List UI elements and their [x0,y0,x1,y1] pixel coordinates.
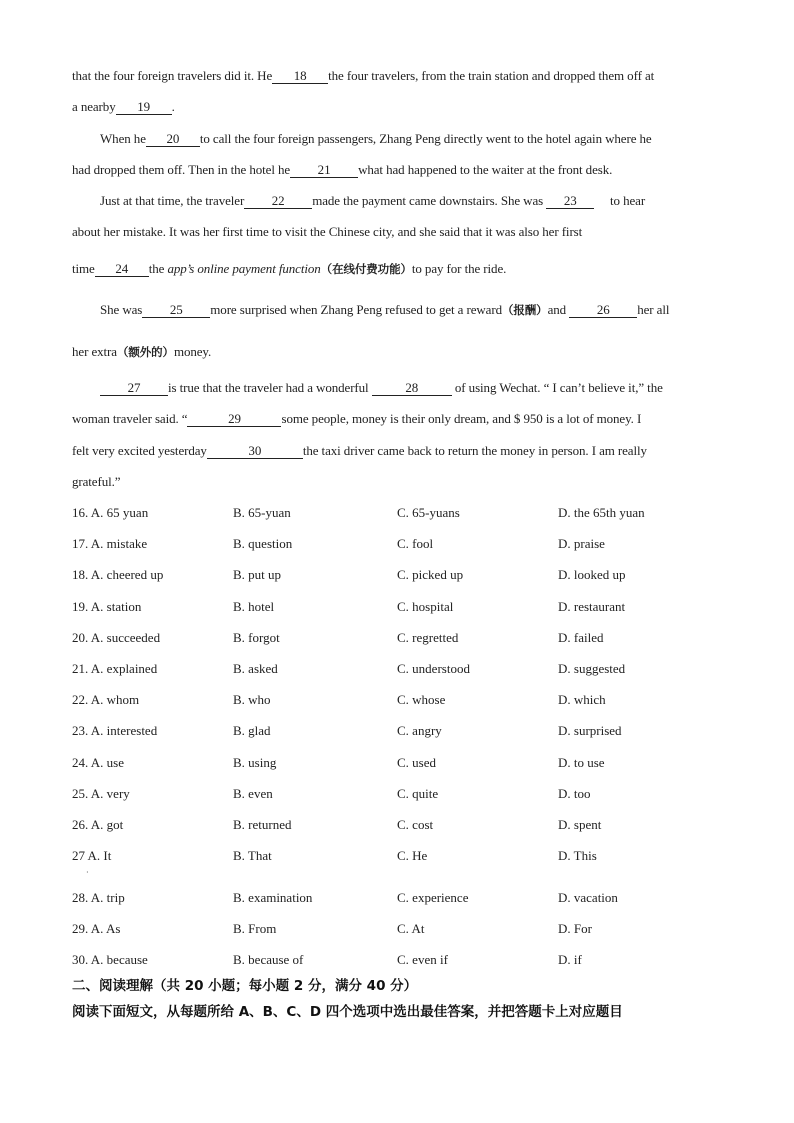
option-a: 20. A. succeeded [72,630,161,645]
passage-text: grateful.” [72,474,121,489]
passage-text: her all [637,302,670,317]
blank-30: 30 [207,444,303,459]
passage-line-12 [72,443,722,459]
option-c: C. He [397,848,428,863]
option-b: B. hotel [233,599,275,614]
option-a: 26. A. got [72,817,124,832]
passage-line-10 [100,380,750,396]
passage-text: made the payment came downstairs. She was [312,193,544,208]
passage-text: her extra [72,344,117,359]
passage-text: the [148,261,165,276]
chinese-gloss: （报酬） [501,303,548,317]
option-d: D. looked up [558,567,626,582]
passage-line-4 [72,162,722,178]
option-a: 28. A. trip [72,890,125,905]
option-b: B. examination [233,890,313,905]
option-d: D. praise [558,536,605,551]
option-b: B. using [233,755,277,770]
option-d: D. to use [558,755,605,770]
blank-23: 23 [546,194,594,209]
passage-line-2 [72,99,722,115]
passage-line-3 [100,131,750,147]
option-c: C. fool [397,536,434,551]
option-c: C. At [397,921,425,936]
passage-text: some people, money is their only dream, and $ 950 is a lot of money. I [281,411,642,426]
blank-20: 20 [146,132,200,147]
passage-text: of using Wechat. “ I can’t believe it,” the [454,380,663,395]
option-a: 19. A. station [72,599,142,614]
chinese-gloss: （在线付费功能） [320,262,412,276]
passage-text: that the four foreign travelers did it. He [72,68,273,83]
option-d: D. if [558,952,582,967]
section-title: 二、阅读理解（共 20 小题；每小题 2 分，满分 40 分） [72,978,418,994]
option-c: C. used [397,755,436,770]
option-a: 27 A. It [72,848,112,863]
passage-text: She was [100,302,143,317]
option-b: B. From [233,921,277,936]
passage-text: to hear [610,193,646,208]
blank-27: 27 [100,381,168,396]
option-a: 18. A. cheered up [72,567,164,582]
option-a: 22. A. whom [72,692,140,707]
passage-line-11 [72,411,722,427]
option-c: C. whose [397,692,446,707]
chinese-gloss: （额外的） [116,345,174,359]
option-c: C. quite [397,786,439,801]
option-b: B. asked [233,661,278,676]
option-b: B. because of [233,952,304,967]
option-d: D. which [558,692,606,707]
option-c: C. hospital [397,599,454,614]
option-a: 23. A. interested [72,723,158,738]
option-c: C. angry [397,723,442,738]
option-a: 17. A. mistake [72,536,148,551]
passage-text: felt very excited yesterday [72,443,207,458]
blank-26: 26 [569,303,637,318]
option-d: D. failed [558,630,604,645]
passage-italic-text: app’s online payment function [167,261,321,276]
blank-19: 19 [116,100,172,115]
passage-text: woman traveler said. “ [72,411,188,426]
option-c: C. 65-yuans [397,505,460,520]
blank-24: 24 [95,262,149,277]
passage-line-9 [72,344,722,360]
option-d: D. This [558,848,597,863]
passage-text: time [72,261,95,276]
option-d: D. surprised [558,723,622,738]
option-d: D. For [558,921,592,936]
option-b: B. glad [233,723,271,738]
option-b: B. That [233,848,272,863]
section-instruction: 阅读下面短文，从每题所给 A、B、C、D 四个选项中选出最佳答案，并把答题卡上对应题目 [72,1004,623,1020]
option-a: 16. A. 65 yuan [72,505,149,520]
passage-text: the four travelers, from the train station and dropped them off at [328,68,655,83]
option-d: D. restaurant [558,599,626,614]
option-a: 24. A. use [72,755,124,770]
passage-line-13 [72,474,722,490]
passage-text: the taxi driver came back to return the money in person. I am really [302,443,647,458]
passage-text: had dropped them off. Then in the hotel he [72,162,291,177]
option-b: B. put up [233,567,282,582]
passage-text: money. [173,344,212,359]
option-a: 29. A. As [72,921,121,936]
passage-text: to pay for the ride. [411,261,507,276]
option-b: B. returned [233,817,292,832]
option-d: D. the 65th yuan [558,505,645,520]
option-b: B. even [233,786,273,801]
passage-text: . [171,99,175,114]
passage-text: Just at that time, the traveler [100,193,245,208]
stray-dot: · [86,868,89,877]
passage-text: a nearby [72,99,116,114]
option-a: 30. A. because [72,952,148,967]
passage-text: When he [100,131,146,146]
option-b: B. 65-yuan [233,505,291,520]
option-c: C. regretted [397,630,459,645]
blank-18: 18 [272,69,328,84]
passage-text: is true that the traveler had a wonderful [168,380,369,395]
blank-25: 25 [142,303,210,318]
passage-text: and [547,302,567,317]
passage-line-8 [100,302,750,318]
passage-text: what had happened to the waiter at the front desk. [358,162,613,177]
option-b: B. question [233,536,293,551]
option-c: C. even if [397,952,448,967]
option-b: B. who [233,692,271,707]
option-d: D. vacation [558,890,618,905]
passage-line-6 [72,224,722,240]
option-c: C. picked up [397,567,464,582]
option-c: C. cost [397,817,434,832]
option-a: 25. A. very [72,786,130,801]
passage-line-5 [100,193,750,209]
blank-29: 29 [187,412,281,427]
option-a: 21. A. explained [72,661,158,676]
option-d: D. spent [558,817,602,832]
passage-line-1 [72,68,722,84]
passage-text: to call the four foreign passengers, Zhang Peng directly went to the hotel again where he [199,131,652,146]
option-d: D. too [558,786,591,801]
passage-line-7 [72,261,722,277]
option-c: C. understood [397,661,470,676]
option-b: B. forgot [233,630,280,645]
blank-21: 21 [290,163,358,178]
blank-22: 22 [244,194,312,209]
blank-28: 28 [372,381,452,396]
passage-text: about her mistake. It was her first time to visit the Chinese city, and she said that it was also her first [72,224,583,239]
option-d: D. suggested [558,661,626,676]
option-c: C. experience [397,890,469,905]
passage-text: more surprised when Zhang Peng refused to get a reward [210,302,502,317]
